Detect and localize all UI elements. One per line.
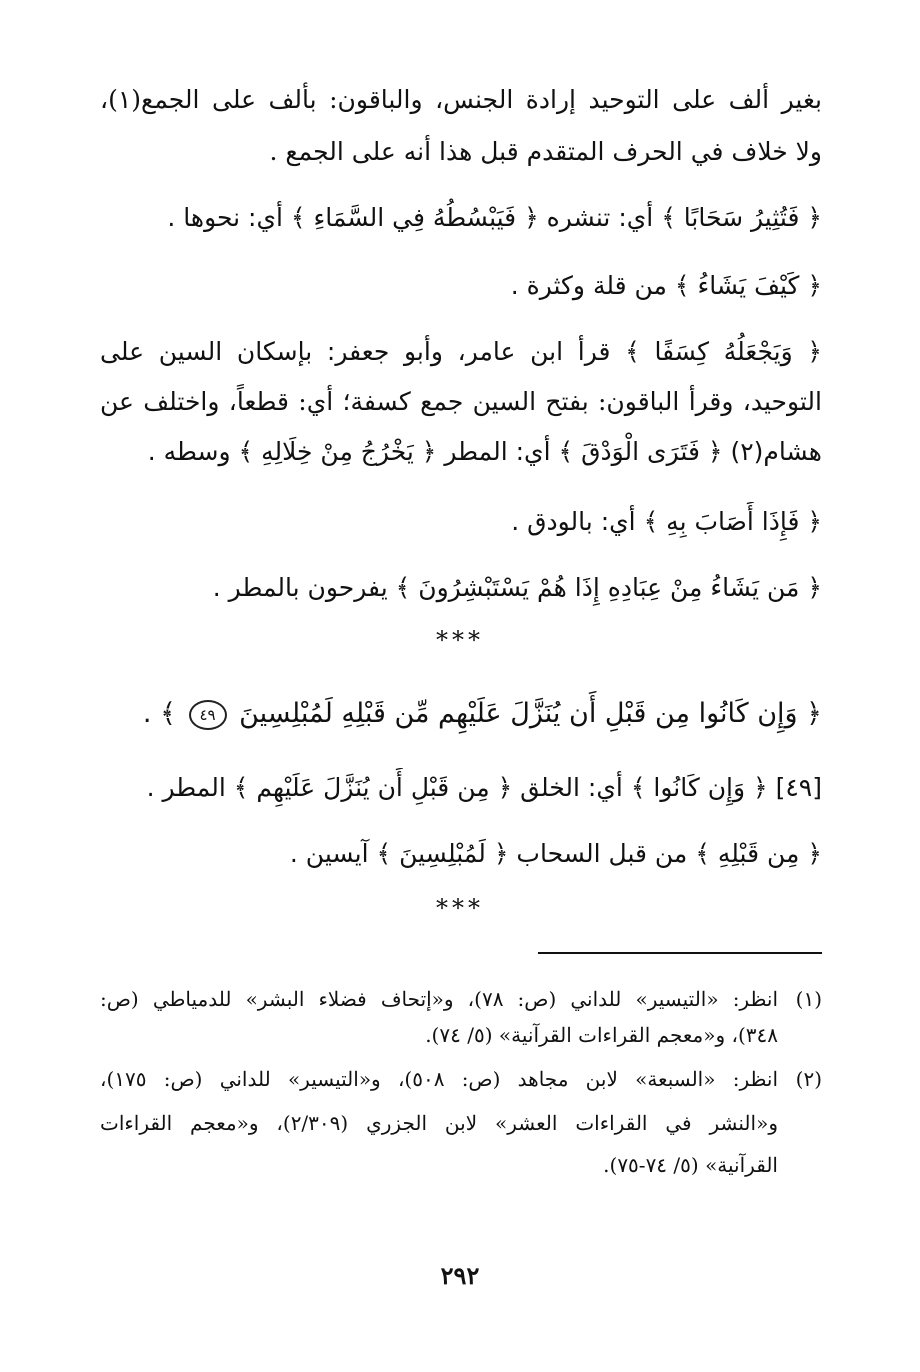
paragraph-1-line-1: بغير ألف على التوحيد إرادة الجنس، والباقون: بألف على الجمع(١)، — [100, 85, 822, 114]
footnote-1-marker: (١) — [795, 987, 822, 1011]
footnote-2-marker: (٢) — [795, 1067, 822, 1091]
section-separator-1: *** — [436, 626, 484, 654]
paragraph-2: ﴿ فَتُثِيرُ سَحَابًا ﴾ أي: تنشره ﴿ فَيَبْسُطُهُ فِي السَّمَاءِ ﴾ أي: نحوها . — [167, 203, 822, 232]
paragraph-6: ﴿ مَن يَشَاءُ مِنْ عِبَادِهِ إِذَا هُمْ يَسْتَبْشِرُونَ ﴾ يفرحون بالمطر . — [212, 573, 822, 602]
footnote-2-line-2: و«النشر في القراءات العشر» لابن الجزري (٢/٣٠٩)، و«معجم القراءات — [100, 1111, 778, 1135]
paragraph-4-line-3: هشام(٢) ﴿ فَتَرَى الْوَدْقَ ﴾ أي: المطر ﴿ يَخْرُجُ مِنْ خِلَالِهِ ﴾ وسطه . — [147, 437, 822, 466]
paragraph-3: ﴿ كَيْفَ يَشَاءُ ﴾ من قلة وكثرة . — [510, 271, 822, 300]
quran-verse — [100, 692, 822, 736]
page-number: ٢٩٢ — [440, 1261, 480, 1290]
verse-end: ﴾ . — [142, 698, 176, 729]
paragraph-5: ﴿ فَإِذَا أَصَابَ بِهِ ﴾ أي: بالودق . — [511, 507, 822, 536]
paragraph-4-line-1: ﴿ وَيَجْعَلُهُ كِسَفًا ﴾ قرأ ابن عامر، وأبو جعفر: بإسكان السين على — [100, 337, 822, 366]
paragraph-7: [٤٩] ﴿ وَإِن كَانُوا ﴾ أي: الخلق ﴿ مِن قَبْلِ أَن يُنَزَّلَ عَلَيْهِم ﴾ المطر . — [146, 773, 822, 802]
footnote-1-text-line-1: انظر: «التيسير» للداني (ص: ٧٨)، و«إتحاف فضلاء البشر» للدمياطي (ص: — [100, 987, 778, 1011]
footnote-1-line-1 — [100, 982, 822, 1016]
verse-text: ﴿ وَإِن كَانُوا مِن قَبْلِ أَن يُنَزَّلَ عَلَيْهِم مِّن قَبْلِهِ لَمُبْلِسِينَ — [239, 698, 822, 729]
section-separator-2: *** — [436, 894, 484, 922]
footnote-divider — [538, 952, 822, 954]
footnote-2-line-3: القرآنية» (٥/ ٧٤-٧٥). — [603, 1153, 778, 1177]
paragraph-8: ﴿ مِن قَبْلِهِ ﴾ من قبل السحاب ﴿ لَمُبْلِسِينَ ﴾ آيسين . — [289, 839, 822, 868]
verse-number-medallion: ٤٩ — [189, 700, 227, 730]
footnote-1-line-2: ٣٤٨)، و«معجم القراءات القرآنية» (٥/ ٧٤). — [425, 1023, 778, 1047]
paragraph-1-line-2: ولا خلاف في الحرف المتقدم قبل هذا أنه على الجمع . — [269, 137, 822, 166]
paragraph-4-line-2: التوحيد، وقرأ الباقون: بفتح السين جمع كسفة؛ أي: قطعاً، واختلف عن — [100, 387, 822, 416]
footnote-2-text-line-1: انظر: «السبعة» لابن مجاهد (ص: ٥٠٨)، و«التيسير» للداني (ص: ١٧٥)، — [100, 1067, 779, 1091]
footnote-2-line-1 — [100, 1062, 822, 1096]
